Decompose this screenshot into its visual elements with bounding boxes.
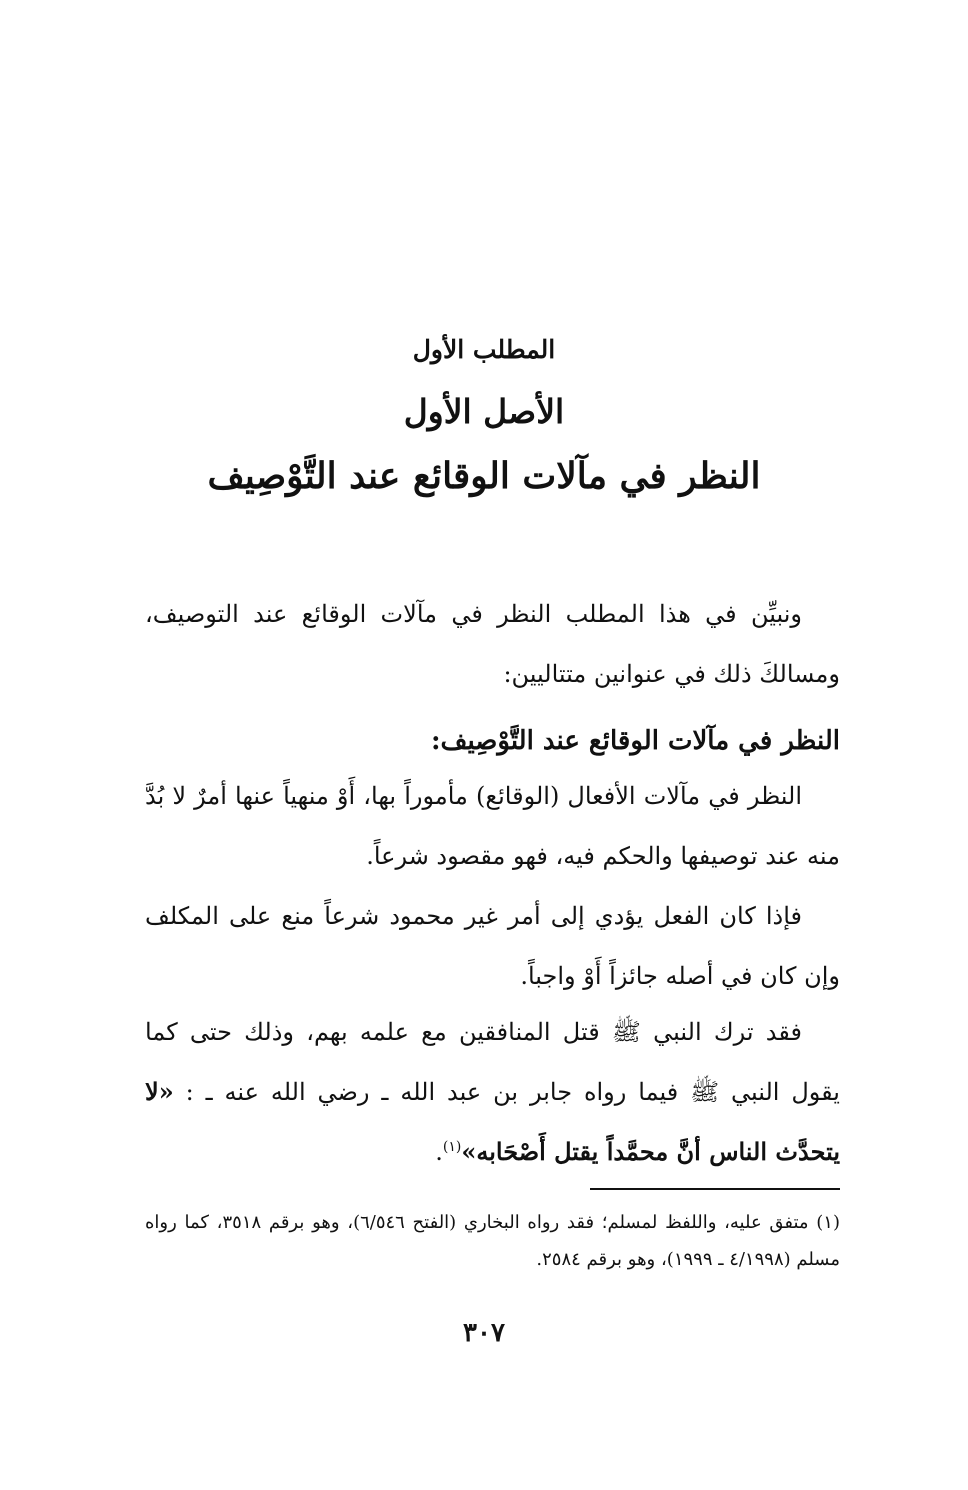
- subheading: النظر في مآلات الوقائع عند التَّوْصِيف:: [430, 726, 840, 756]
- paragraph-end: .: [435, 1138, 443, 1166]
- chapter-title: النظر في مآلات الوقائع عند التَّوْصِيف: [207, 455, 761, 497]
- intro-paragraph: [145, 584, 840, 704]
- paragraph-prohibition: [145, 886, 840, 1006]
- footnote-divider: [590, 1188, 840, 1190]
- paragraph-text: فإذا كان الفعل يؤدي إلى أمر غير محمود شرعاً منع على المكلف وإن كان في أصله جائزاً أَوْ واجباً.: [145, 902, 840, 990]
- section-heading: المطلب الأول: [412, 335, 556, 364]
- paragraph-consequences: [145, 766, 840, 886]
- hadith-quote: «لا يتحدَّث الناس أنَّ محمَّداً يقتل أَصْحَابه»: [145, 1077, 840, 1166]
- paragraph-hadith: [145, 1002, 840, 1182]
- footnote: (١) متفق عليه، واللفظ لمسلم؛ فقد رواه البخاري (الفتح ٦/٥٤٦)، وهو برقم ٣٥١٨، كما رواه مسلم (٤/١٩٩٨ ـ ١٩٩٩)، وهو برقم ٢٥٨٤.: [145, 1212, 840, 1270]
- page-number: ٣٠٧: [463, 1318, 505, 1348]
- principle-heading: الأصل الأول: [403, 392, 565, 431]
- intro-text: ونبيِّن في هذا المطلب النظر في مآلات الوقائع عند التوصيف، ومسالكَ ذلك في عنوانين متتاليين:: [145, 600, 840, 688]
- footnote-reference[interactable]: (١): [442, 1139, 462, 1155]
- paragraph-text: فقد ترك النبي ﷺ قتل المنافقين مع علمه بهم، وذلك حتى كما يقول النبي ﷺ فيما رواه جابر بن عبد الله ـ رضي الله عنه ـ :: [145, 1018, 840, 1106]
- paragraph-text: النظر في مآلات الأفعال (الوقائع) مأموراً بها، أَوْ منهياً عنها أمرٌ لا بُدَّ منه عند توصيفها والحكم فيه، فهو مقصود شرعاً.: [145, 782, 840, 870]
